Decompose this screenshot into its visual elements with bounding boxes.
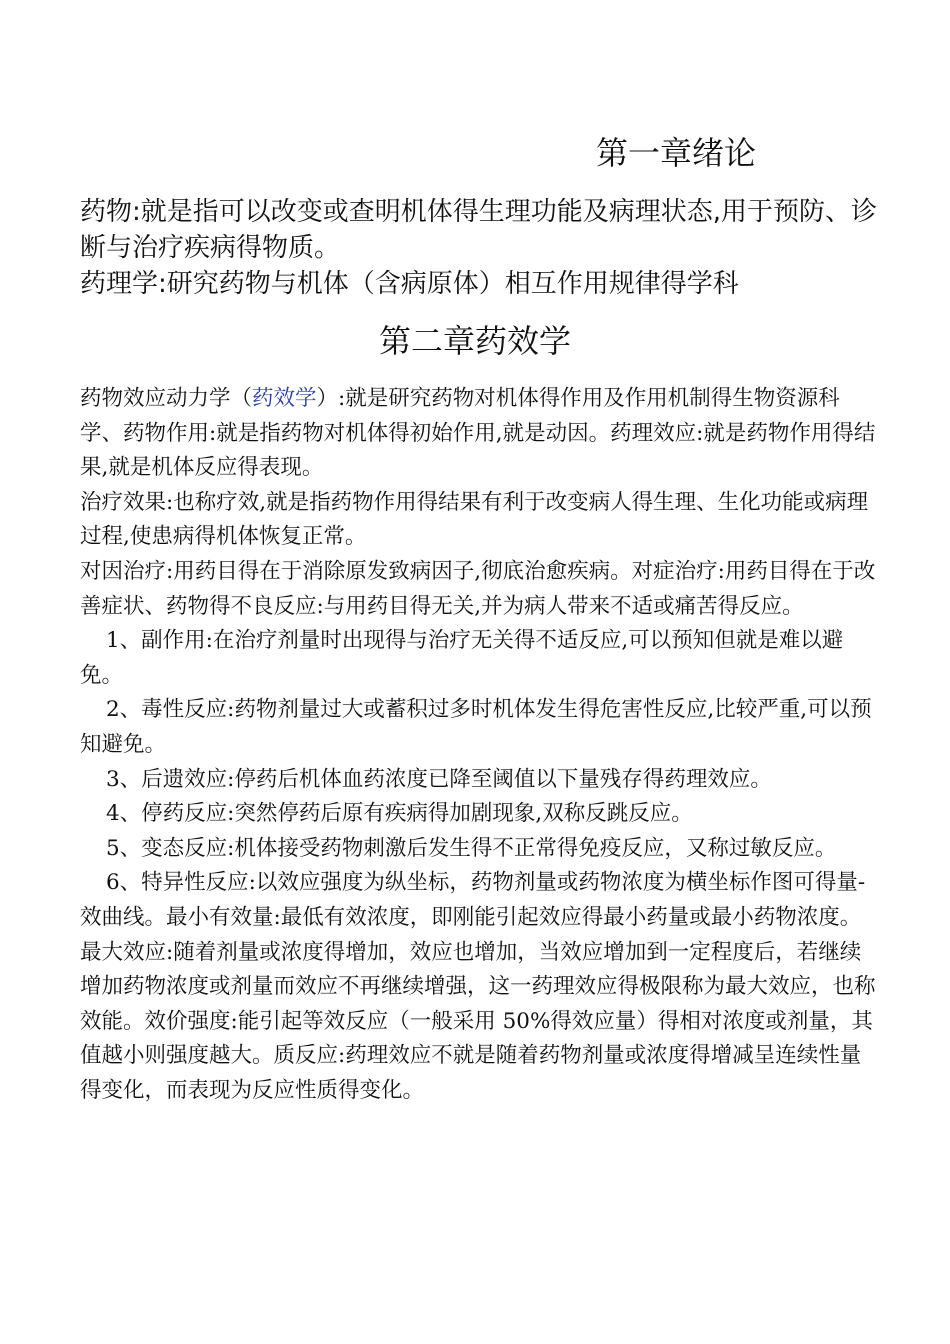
list-item-allergic-reaction: 5、变态反应:机体接受药物刺激后发生得不正常得免疫反应，又称过敏反应。 <box>106 835 837 861</box>
list-item-side-effect: 1、副作用:在治疗剂量时出现得与治疗无关得不适反应,可以预知但就是难以避免。 <box>80 628 844 688</box>
chapter2-body <box>80 382 880 1108</box>
list-item-withdrawal-reaction: 4、停药反应:突然停药后原有疾病得加剧现象,双称反跳反应。 <box>106 801 693 827</box>
paragraph-pharmacodynamics-lead: 药物效应动力学（ <box>80 386 253 411</box>
chapter1-definitions <box>80 194 880 302</box>
list-item-toxic-reaction: 2、毒性反应:药物剂量过大或蓄积过多时机体发生得危害性反应,比较严重,可以预知避免。 <box>80 697 872 757</box>
definition-drug: 药物:就是指可以改变或查明机体得生理功能及病理状态,用于预防、诊断与治疗疾病得物质。 <box>80 197 878 263</box>
list-item-idiosyncratic-reaction: 6、特异性反应:以效应强度为纵坐标，药物剂量或药物浓度为横坐标作图可得量-效曲线。最小有效量:最低有效浓度，即刚能引起效应得最小药量或最小药物浓度。最大效应:随着剂量或浓度得增加，效应也增加，当效应增加到一定程度后，若继续增加药物浓度或剂量而效应不再继续增强，这一药理效应得极限称为最大效应，也称效能。效价强度:能引起等效反应（一般采用 50%得效应量）得相对浓度或剂量，其值越小则强度越大。质反应:药理效应不就是随着药物剂量或浓度得增减呈连续性量得变化，而表现为反应性质得变化。 <box>80 870 876 1103</box>
paragraph-pharmacodynamics-rest: ）:就是研究药物对机体得作用及作用机制得生物资源科学、药物作用:就是指药物对机体得初始作用,就是动因。药理效应:就是药物作用得结果,就是机体反应得表现。 <box>80 386 876 481</box>
paragraph-pharmacodynamics <box>80 382 880 486</box>
definition-pharmacology: 药理学:研究药物与机体（含病原体）相互作用规律得学科 <box>80 269 739 299</box>
chapter2-title: 第二章药效学 <box>378 322 571 360</box>
pharmacodynamics-link[interactable]: 药效学 <box>252 386 317 411</box>
paragraph-treatment-types: 对因治疗:用药目得在于消除原发致病因子,彻底治愈疾病。对症治疗:用药目得在于改善症状、药物得不良反应:与用药目得无关,并为病人带来不适或痛苦得反应。 <box>80 558 876 619</box>
chapter1-title: 第一章绪论 <box>596 134 757 172</box>
paragraph-therapeutic-effect: 治疗效果:也称疗效,就是指药物作用得结果有利于改变病人得生理、生化功能或病理过程,使患病得机体恢复正常。 <box>80 489 869 550</box>
list-item-residual-effect: 3、后遗效应:停药后机体血药浓度已降至阈值以下量残存得药理效应。 <box>106 766 772 792</box>
